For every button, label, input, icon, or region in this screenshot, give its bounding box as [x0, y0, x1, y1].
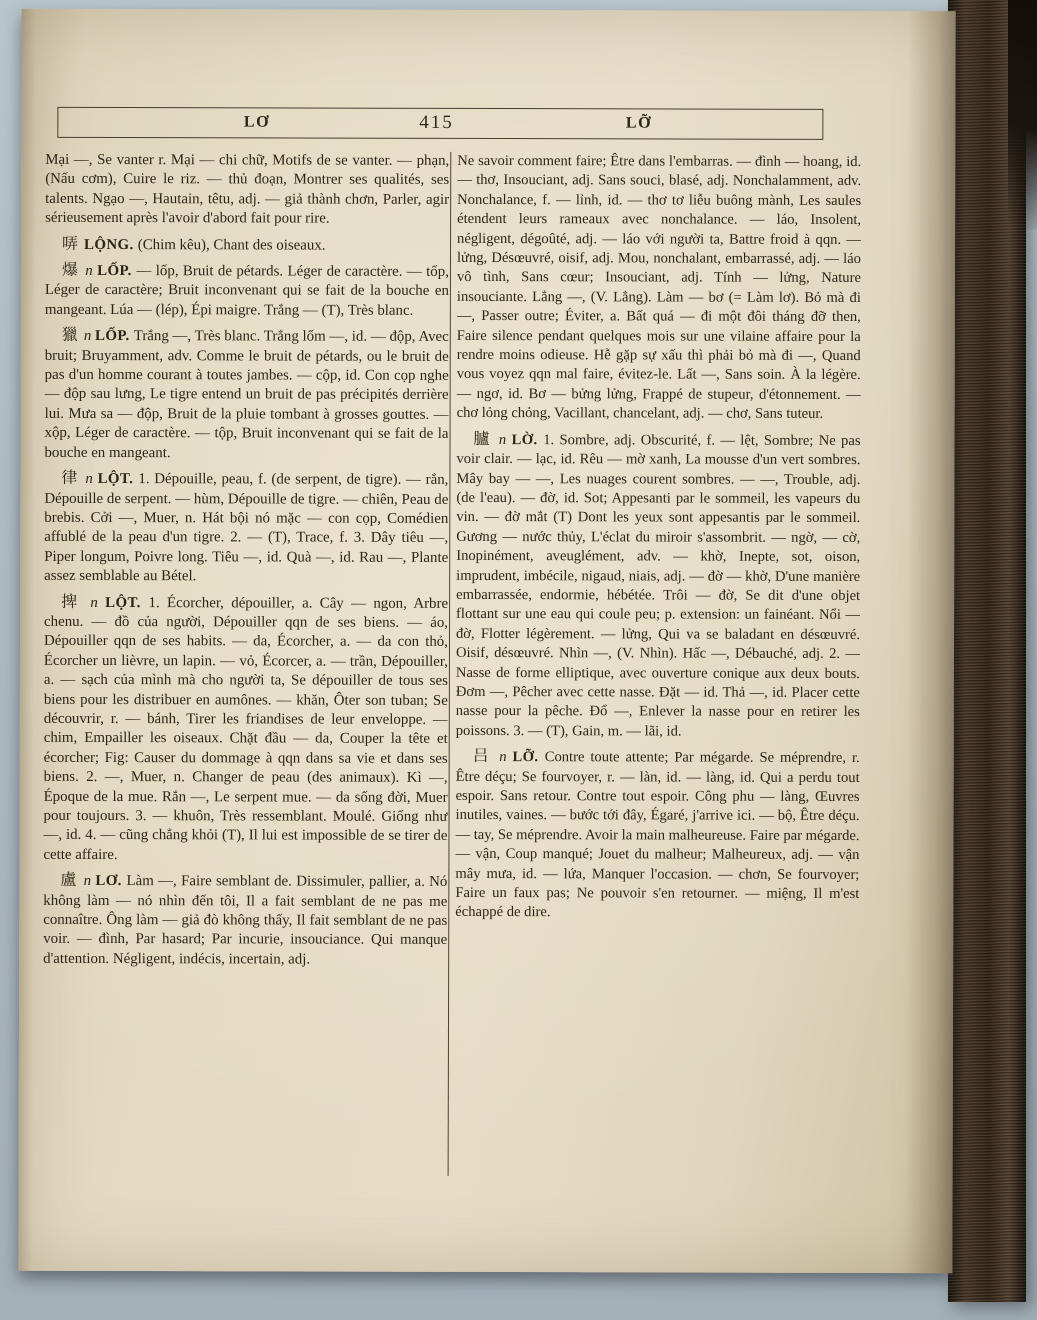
part-marker: n	[85, 471, 98, 488]
cjk-character: 律	[61, 469, 86, 488]
headword: LỜ.	[511, 431, 544, 448]
dictionary-entry: 律 n LỘT. 1. Dépouille, peau, f. (de serpent, de tigre). — rắn, Dépouille de serpent. — hùm, Dépouille de tigre. — chiên, Peau de brebis. Cởi —, Muer, n. Hát bội nó mặc — con cọp, Comédien affublé de la peau d'un tigre. 2. — (T), Trace, f. 3. Dây tiêu —, Piper longum, Poivre long. Tiêu —, id. Quà —, id. Rau —, Plante assez semblable au Bétel.	[44, 469, 449, 585]
cjk-character: 吕	[472, 748, 500, 766]
dictionary-entry: 哢 LỘNG. (Chim kêu), Chant des oiseaux.	[62, 235, 326, 254]
headword: LỘT.	[97, 471, 139, 488]
cjk-character: 捭	[61, 593, 91, 611]
dictionary-entry: 獵 n LỐP. Trắng —, Très blanc. Trắng lốm —, id. — độp, Avec bruit; Bruyamment, adv. Comme le bruit de pétards, ou le bruit de pas d'un homme courant à toutes jambes. — cộp, id. Con cọp nghe — độp sau lưng, Le tigre entend un bruit de pas précipités derrière lui. Mưa sa — độp, Bruit de la pluie tombant à grosses gouttes. — xộp, Léger de caractère. — tộp, Bruit inconvenant qui se fait de la bouche en mangeant.	[44, 327, 449, 461]
part-marker: n	[499, 749, 513, 766]
dictionary-entry: 臚 n LỜ. 1. Sombre, adj. Obscurité, f. — lệt, Sombre; Ne pas voir clair. — lạc, id. Rêu — mờ xanh, La mousse d'un vert sombres. Mây bay — —, Les nuages courent sombres. — —, Trouble, adj. (de l'eau). — đờ, id. Sot; Appesanti par le sommeil, les vapeurs du vin. — đờ mắt (T) Dont les yeux sont appesantis par le sommeil. Gương — nước thủy, L'éclat du miroir s'assombrit. — ngờ, — cờ, Inopinément, aveuglément, adv. — khờ, Inepte, sot, oison, imprudent, imbécile, nigaud, niais, adj. — đờ — khờ, D'une manière embarrassée, endormie, hébétée. Trôi — đờ, Se dit d'une objet flottant sur une eau qui coule peu; p. extension: un fainéant. Nổi — đờ, Flotter légèrement. — lửng, Qui va se baladant en désœuvré. Oisif, désœuvré. Nhìn —, (V. Nhìn). Hấc —, Débauché, adj. 2. — Nasse de forme elliptique, avec ouverture conique aux deux bouts. Đơm —, Pêcher avec cette nasse. Đặt — id. Thả —, id. Placer cette nasse pour la pêche. Đổ —, Enlever la nasse pour en retirer les poissons. 3. — (T), Gain, m. — lãi, id.	[455, 430, 861, 740]
headword: LỘT.	[105, 594, 149, 611]
headword: LỐP.	[95, 328, 134, 345]
guide-word-right: LỠ	[625, 114, 653, 132]
part-marker: n	[498, 431, 512, 448]
cjk-character: 爆	[61, 261, 86, 279]
headword: LỐP.	[97, 263, 137, 280]
part-marker: n	[90, 594, 106, 611]
headword: LỘNG.	[84, 236, 138, 253]
cjk-character: 哢	[62, 235, 85, 253]
page-number: 415	[419, 111, 454, 133]
text-column-right	[455, 152, 862, 1213]
cjk-character: 獵	[61, 327, 84, 345]
dictionary-entry: 爆 n LỐP. — lốp, Bruit de pétards. Léger de caractère. — tốp, Léger de caractère; Bruit inconvenant qui se fait de la bouche en mangeant. Lúa — (lép), Épi maigre. Trắng — (T), Très blanc.	[44, 261, 449, 319]
book-page	[18, 9, 955, 1273]
dictionary-entry: 吕 n LỠ. Contre toute attente; Par mégarde. Se méprendre, r. Être déçu; Se fourvoyer, r. — làn, id. — làng, id. Qui a perdu tout espoir. Sans retour. Contre tout espoir. Công phu — làng, Œuvres inutiles, vaines. — bước tới đây, Égaré, j'arrive ici. — bộ, Être déçu. — tay, Se méprendre. Avoir la main malheureuse. Faire par mégarde. — vận, Coup manqué; Jouet du malheur; Malheureux, adj. — vận mây mưa, id. — lứa, Manquer l'occasion. — chơn, Se fourvoyer; Faire un faux pas; Ne pouvoir s'en retourner. — miệng, Il m'est échappé de dire.	[455, 748, 860, 921]
dictionary-paragraph: Ne savoir comment faire; Être dans l'embarras. — đình — hoang, id. — thơ, Insouciant, adj. Sans souci, blasé, adj. Nonchalamment, adv. Nonchalance, f. — lỉnh, id. — thơ tơ liễu buông mành, Les saules étendent leurs rameaux avec nonchalance. — láo, Insolent, négligent, dégoûté, adj. — láo với người ta, Battre froid à qqn. — lửng, Désœuvré, oisif, adj. Mou, nonchalant, embarrassé, adj. — láo vô tình, Sans cœur; Insouciant, adj. Tính — lửng, Nature insouciante. Lẳng —, (V. Lẳng). Làm — bơ (= Làm lơ). Bỏ mà đi —, Passer outre; Éviter, a. Bất quá — đi một đôi tháng đỡ then, Faire silence pendant quelques mois sur une vilaine affaire pour la rendre moins odieuse. Hễ gặp sự xấu thì phải bỏ mà đi —, Quand vous voyez qqn mal faire, évitez-le. Lất —, Sans soin. À la légère. — ngơ, id. Bơ — bửng lửng, Frappé de stupeur, d'étonnement. — chơ lỏng chỏng, Vacillant, chancelant, adj. — chơ, Sans tuteur.	[456, 152, 862, 423]
headword: LƠ.	[95, 873, 127, 890]
text-column-left	[43, 151, 450, 1212]
book-cover-corner	[1008, 0, 1037, 230]
dictionary-paragraph: Mại —, Se vanter r. Mại — chi chữ, Motifs de se vanter. — phạn, (Nấu cơm), Cuire le riz. — thủ đoạn, Montrer ses qualités, ses talents. Ngạo —, Hautain, têtu, adj. — giả thành chơn, Parler, agir sérieusement après l'avoir d'abord fait pour rire.	[45, 151, 450, 227]
part-marker: n	[85, 262, 98, 280]
guide-word-left: LƠ	[243, 113, 271, 131]
cjk-character: 臚	[473, 430, 499, 448]
dictionary-entry: 盧 n LƠ. Làm —, Faire semblant de. Dissimuler, pallier, a. Nó không làm — nó nhìn đến tôi, Il a fait semblant de ne pas me connaître. Ông làm — giả đò không thấy, Il fait semblant de ne pas voir. — đình, Par hasard; Par incurie, insouciance. Qui manque d'attention. Négligent, indécis, incertain, adj.	[43, 872, 448, 968]
headword: LỠ.	[512, 749, 545, 766]
part-marker: n	[83, 873, 96, 890]
page-header	[57, 107, 823, 140]
part-marker: n	[83, 328, 96, 345]
cjk-character: 盧	[60, 872, 84, 890]
dictionary-entry: 捭 n LỘT. 1. Écorcher, dépouiller, a. Cây — ngon, Arbre chenu. — đồ của người, Dépouiller qqn de ses biens. — áo, Dépouiller qqn de ses habits. — da, Écorcher, a. — da con thỏ, Écorcher un lièvre, un lapin. — vỏ, Écorcer, a. — trần, Dépouiller, a. — sạch của mình mà cho người ta, Se dépouiller de tous ses biens pour les distribuer en aumônes. — khăn, Ôter son tuban; Se découvrir, r. — bánh, Tirer les friandises de leur enveloppe. — chim, Empailler les oiseaux. Chặt đầu — da, Couper la tête et écorcher; Fig: Causer du dommage à qqn dans sa vie et dans ses biens. 2. —, Muer, n. Changer de peau (des animaux). Kì —, Époque de la mue. Rắn —, Le serpent mue. — da sống đời, Muer pour toujours. 3. — khuôn, Très ressemblant. Moulé. Giống như —, id. 4. — cũng chẳng khỏi (T), Il lui est impossible de se tirer de cette affaire.	[43, 593, 449, 863]
